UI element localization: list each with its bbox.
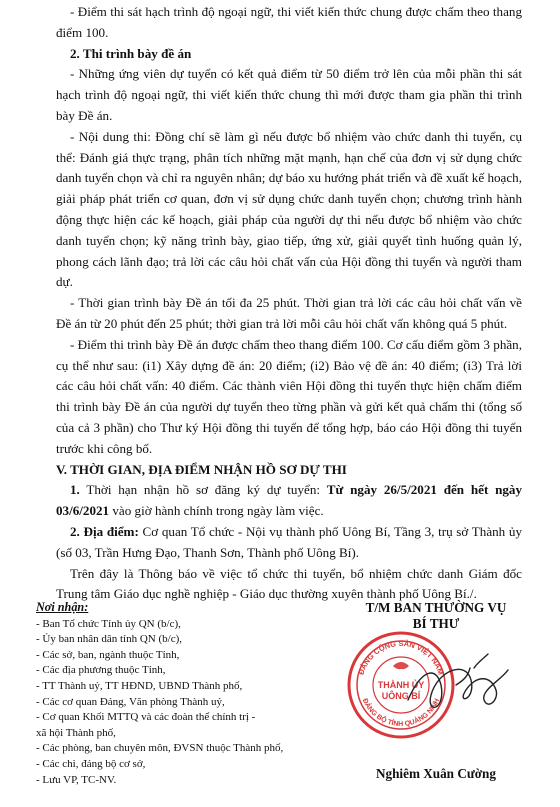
recipient-item: - Các chi, đảng bộ cơ sở, bbox=[36, 757, 146, 770]
para-deadline bbox=[56, 480, 522, 522]
seal-center-line2: UÔNG BÍ bbox=[381, 691, 421, 701]
recipient-item: xã hội Thành phố, bbox=[36, 726, 116, 739]
signer-title: BÍ THƯ bbox=[412, 616, 460, 631]
para-content: - Nội dung thi: Đồng chí sẽ làm gì nếu được bổ nhiệm vào chức danh thi tuyển, cụ thể: Đánh giá thực trạng, phân tích những mặt mạnh, hạn chế của đơn vị sử dụng chức danh tuyển chọn và chỉ ra nguyên nhân; dự báo xu hướng phát triển và đề xuất kế hoạch, giải pháp phát triển cơ quan, đơn vị sử dụng chức danh tuyển chọn; chương trình hành động thực hiện các kế hoạch, giải pháp của người dự thi nếu được bổ nhiệm vào chức danh tuyển chọn; kỹ năng trình bày, giao tiếp, ứng xử, giải quyết tình huống quản lý, phong cách lãnh đạo; trả lời các câu hỏi chất vấn của Hội đồng thi tuyển và người tham dự. bbox=[56, 128, 522, 290]
para-eligibility: - Những ứng viên dự tuyển có kết quả điểm từ 50 điểm trở lên của mỗi phần thi sát hạch trình độ ngoại ngữ, thi viết kiến thức chung thì mới được tham gia phần thi trình bày Đề án. bbox=[56, 66, 522, 123]
document-body bbox=[56, 2, 522, 605]
recipient-item: - Các phòng, ban chuyên môn, ĐVSN thuộc Thành phố, bbox=[36, 742, 284, 755]
seal-bottom-text: ĐẢNG BỘ TỈNH QUẢNG NINH bbox=[360, 697, 442, 729]
recipient-item: - Các địa phương thuộc Tỉnh, bbox=[36, 664, 166, 677]
document-footer bbox=[36, 600, 536, 800]
para-closing: Trên đây là Thông báo về việc tổ chức thi tuyển, bổ nhiệm chức danh Giám đốc Trung tâm Giáo dục nghề nghiệp - Giáo dục thường xuyên thành phố Uông Bí./. bbox=[56, 565, 522, 602]
section-heading-v: V. THỜI GIAN, ĐỊA ĐIỂM NHẬN HỒ SƠ DỰ THI bbox=[56, 461, 347, 477]
recipient-item: - Các sở, ban, ngành thuộc Tỉnh, bbox=[36, 648, 180, 661]
recipient-item: - Các cơ quan Đảng, Văn phòng Thành uỷ, bbox=[36, 695, 225, 708]
recipient-item: - Lưu VP, TC-NV. bbox=[36, 773, 117, 786]
signer-name: Nghiêm Xuân Cường bbox=[375, 766, 496, 781]
recipients-block bbox=[36, 600, 336, 788]
deadline-text: Thời hạn nhận hồ sơ đăng ký dự tuyển: bbox=[79, 482, 327, 498]
recipients-title: Nơi nhận: bbox=[36, 600, 89, 614]
seal-top-text: ĐẢNG CỘNG SẢN VIỆT NAM bbox=[356, 638, 446, 676]
deadline-label: 1. bbox=[70, 482, 80, 498]
para-language-score: - Điểm thi sát hạch trình độ ngoại ngữ, thi viết kiến thức chung được chấm theo thang điểm 100. bbox=[56, 4, 522, 40]
recipient-item: - Cơ quan Khối MTTQ và các đoàn thể chính trị - bbox=[36, 711, 256, 724]
signer-organization: T/M BAN THƯỜNG VỤ bbox=[365, 600, 507, 615]
deadline-tail: vào giờ hành chính trong ngày làm việc. bbox=[109, 503, 324, 519]
handwritten-signature-icon bbox=[396, 640, 516, 730]
signature-block bbox=[336, 600, 536, 781]
recipient-item: - TT Thành uỷ, TT HĐND, UBND Thành phố, bbox=[36, 679, 243, 692]
recipient-item: - Ủy ban nhân dân tỉnh QN (b/c), bbox=[36, 633, 183, 646]
para-location bbox=[56, 522, 522, 564]
location-label: 2. Địa điểm: bbox=[70, 523, 139, 539]
deadline-dates: Từ ngày 26/5/2021 đến hết ngày 03/6/2021 bbox=[56, 482, 522, 519]
para-scoring: - Điểm thi trình bày Đề án được chấm theo thang điểm 100. Cơ cấu điểm gồm 3 phần, cụ thể như sau: (i1) Xây dựng đề án: 20 điểm; (i2) Bảo vệ đề án: 40 điểm; (i3) Trả lời các câu hỏi chất vấn: 40 điểm. Các thành viên Hội đồng thi tuyển thực hiện chấm điểm thi trình bày Đề án của người dự tuyển theo từng phần và gửi kết quả chấm thi (tổng số của cả 3 phần) cho Thư ký Hội đồng thi tuyển để tổng hợp, báo cáo Hội đồng thi tuyển trước khi công bố. bbox=[56, 336, 522, 456]
recipient-item: - Ban Tổ chức Tỉnh ủy QN (b/c), bbox=[36, 617, 181, 630]
section-heading-2: 2. Thi trình bày đề án bbox=[70, 45, 192, 61]
para-time: - Thời gian trình bày Đề án tối đa 25 phút. Thời gian trả lời các câu hỏi chất vấn về Đề án từ 20 phút đến 25 phút; thời gian trả lời mỗi câu hỏi chất vấn không quá 5 phút. bbox=[56, 295, 522, 331]
seal-center-line1: THÀNH ỦY bbox=[377, 680, 425, 690]
location-text: Cơ quan Tổ chức - Nội vụ thành phố Uông Bí, Tầng 3, trụ sở Thành ủy (số 03, Trần Hưng Đạo, Thanh Sơn, Thành phố Uông Bí). bbox=[56, 523, 522, 560]
